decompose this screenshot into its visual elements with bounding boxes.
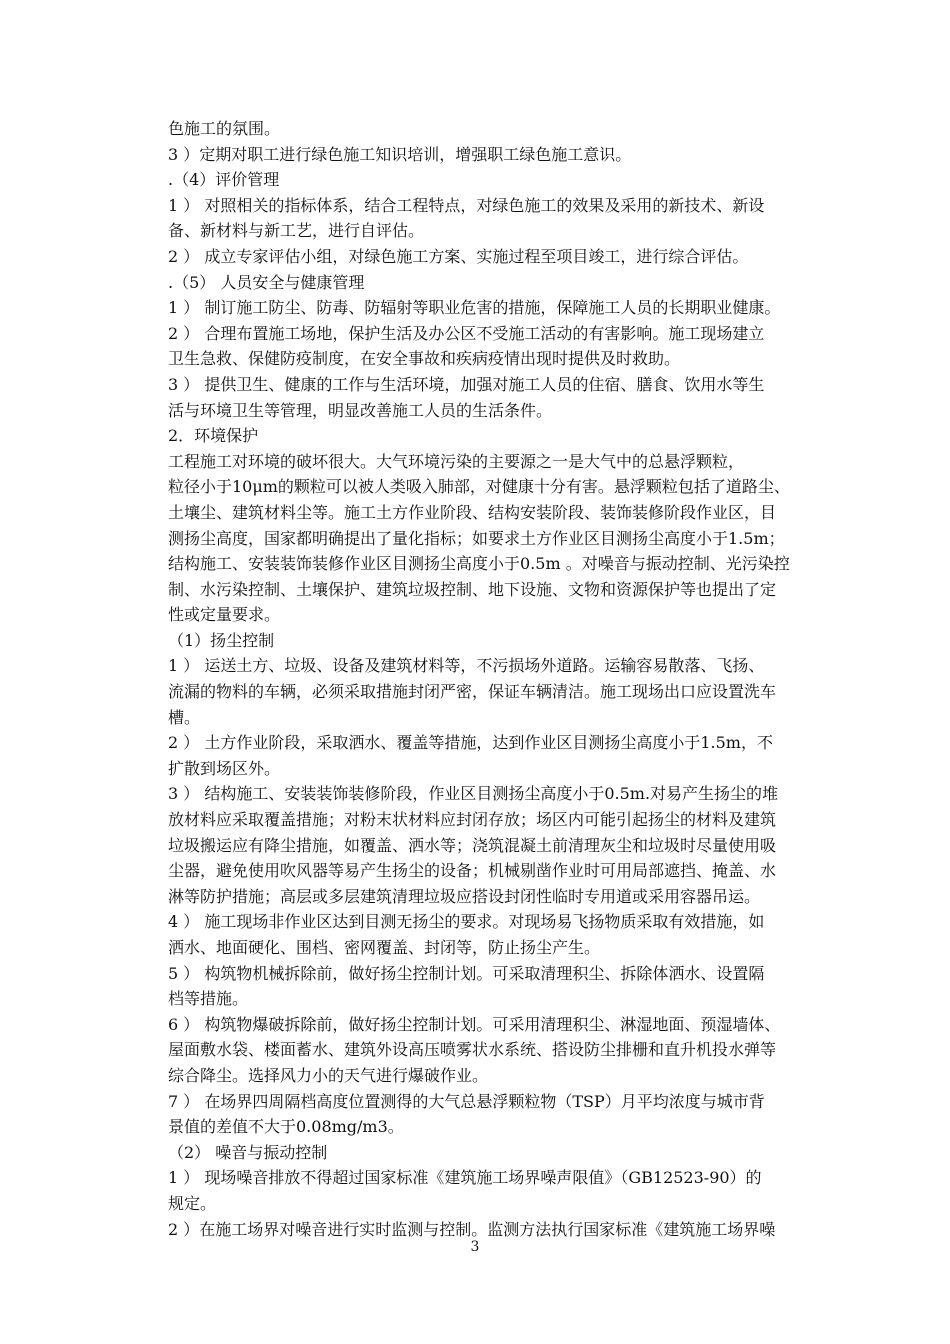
text-line: 土壤尘、建筑材料尘等。施工土方作业阶段、结构安装阶段、装饰装修阶段作业区，目 xyxy=(168,502,777,522)
text-line: 洒水、地面硬化、围档、密网覆盖、封闭等，防止扬尘产生。 xyxy=(168,938,601,957)
text-line: 垃圾搬运应有降尘措施，如覆盖、洒水等；浇筑混凝土前清理灰尘和垃圾时尽量使用吸 xyxy=(168,835,777,855)
text-line: 2 ）在施工场界对噪音进行实时监测与控制。监测方法执行国家标准《建筑施工场界噪 xyxy=(168,1219,776,1239)
text-line: 7 ） 在场界四周隔档高度位置测得的大气总悬浮颗粒物（TSP）月平均浓度与城市背 xyxy=(168,1091,765,1111)
section-heading: 2．环境保护 xyxy=(168,426,259,446)
text-line: 5 ） 构筑物机械拆除前，做好扬尘控制计划。可采取清理积尘、拆除体洒水、设置隔 xyxy=(168,963,765,983)
text-line: 淋等防护措施；高层或多层建筑清理垃圾应搭设封闭性临时专用道或采用容器吊运。 xyxy=(168,886,761,906)
text-line: 工程施工对环境的破坏很大。大气环境污染的主要源之一是大气中的总悬浮颗粒， xyxy=(168,451,745,471)
subsection-heading: （1）扬尘控制 xyxy=(168,630,275,650)
text-line: 卫生急救、保健防疫制度，在安全事故和疾病疫情出现时提供及时救助。 xyxy=(168,349,681,369)
text-line: 3 ） 结构施工、安装装饰装修阶段，作业区目测扬尘高度小于0.5m.对易产生扬尘的堆 xyxy=(168,784,779,804)
text-line: 1 ） 运送土方、垃圾、设备及建筑材料等，不污损场外道路。运输容易散落、飞扬、 xyxy=(168,656,765,676)
text-line: 1 ） 对照相关的指标体系，结合工程特点，对绿色施工的效果及采用的新技术、新设 xyxy=(168,195,765,215)
text-line: 结构施工、安装装饰装修作业区目测扬尘高度小于0.5m 。对噪音与振动控制、光污染控 xyxy=(168,554,790,574)
text-line: .（4）评价管理 xyxy=(168,170,280,190)
text-line: 规定。 xyxy=(168,1193,217,1213)
text-line: 2 ） 成立专家评估小组，对绿色施工方案、实施过程至项目竣工，进行综合评估。 xyxy=(168,246,749,266)
page-number: 3 xyxy=(470,1239,480,1255)
text-line: 3 ） 提供卫生、健康的工作与生活环境，加强对施工人员的住宿、膳食、饮用水等生 xyxy=(168,374,765,394)
text-line: 6 ） 构筑物爆破拆除前，做好扬尘控制计划。可采用清理积尘、淋湿地面、预湿墙体、 xyxy=(168,1014,781,1034)
text-line: .（5） 人员安全与健康管理 xyxy=(168,272,365,292)
text-line: 放材料应采取覆盖措施；对粉末状材料应封闭存放；场区内可能引起扬尘的材料及建筑 xyxy=(168,810,777,830)
text-line: 2 ） 合理布置施工场地，保护生活及办公区不受施工活动的有害影响。施工现场建立 xyxy=(168,323,765,343)
text-line: 备、新材料与新工艺，进行自评估。 xyxy=(168,221,425,241)
text-line: 活与环境卫生等管理，明显改善施工人员的生活条件。 xyxy=(168,400,553,420)
text-line: 槽。 xyxy=(168,707,201,727)
text-line: 档等措施。 xyxy=(168,989,249,1009)
text-line: 3 ）定期对职工进行绿色施工知识培训，增强职工绿色施工意识。 xyxy=(168,144,632,164)
text-line: 1 ） 现场噪音排放不得超过国家标准《建筑施工场界噪声限值》（GB12523-90）的 xyxy=(168,1168,762,1188)
text-line: 粒径小于10μm的颗粒可以被人类吸入肺部，对健康十分有害。悬浮颗粒包括了道路尘、 xyxy=(168,477,790,497)
text-line: 色施工的氛围。 xyxy=(168,119,281,138)
text-line: 景值的差值不大于0.08mg/m3。 xyxy=(168,1117,404,1137)
text-line: 流漏的物料的车辆，必须采取措施封闭严密，保证车辆清洁。施工现场出口应设置洗车 xyxy=(168,682,777,702)
text-line: 性或定量要求。 xyxy=(168,605,281,625)
text-line: 尘器，避免使用吹风器等易产生扬尘的设备；机械剔凿作业时可用局部遮挡、掩盖、水 xyxy=(168,861,777,881)
text-line: 4 ） 施工现场非作业区达到目测无扬尘的要求。对现场易飞扬物质采取有效措施，如 xyxy=(168,912,765,932)
text-line: 2 ） 土方作业阶段，采取洒水、覆盖等措施，达到作业区目测扬尘高度小于1.5m，不 xyxy=(168,733,773,753)
text-line: 屋面敷水袋、楼面蓄水、建筑外设高压喷雾状水系统、搭设防尘排栅和直升机投水弹等 xyxy=(168,1040,777,1060)
text-line: 扩散到场区外。 xyxy=(168,758,281,778)
subsection-heading: （2） 噪音与振动控制 xyxy=(168,1142,328,1162)
text-line: 制、水污染控制、土壤保护、建筑垃圾控制、地下设施、文物和资源保护等也提出了定 xyxy=(168,579,777,599)
text-line: 综合降尘。选择风力小的天气进行爆破作业。 xyxy=(168,1065,489,1085)
text-line: 测扬尘高度，国家都明确提出了量化指标；如要求土方作业区目测扬尘高度小于1.5m； xyxy=(168,528,785,548)
text-line: 1 ） 制订施工防尘、防毒、防辐射等职业危害的措施，保障施工人员的长期职业健康。 xyxy=(168,298,781,318)
body-text xyxy=(168,116,810,1242)
